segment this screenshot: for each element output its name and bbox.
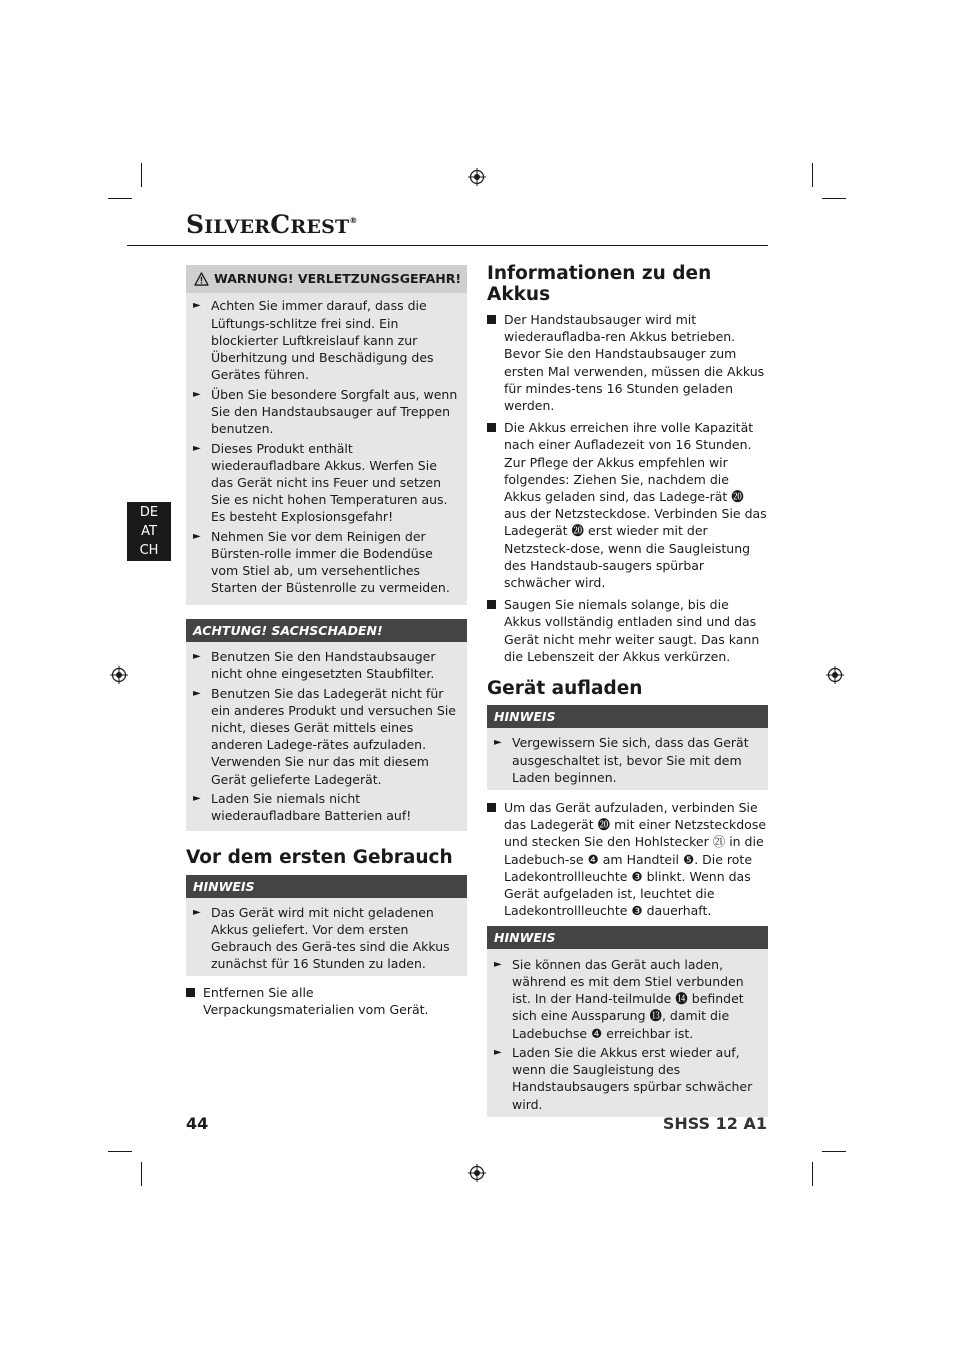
crop-mark (141, 1162, 142, 1186)
header-rule (127, 245, 768, 246)
arrow-bullet-icon: ► (494, 1047, 502, 1058)
arrow-bullet-icon: ► (193, 650, 201, 662)
page-number: 44 (186, 1114, 209, 1133)
model-number: SHSS 12 A1 (662, 1114, 767, 1133)
list-item: ► Nehmen Sie vor dem Reinigen der Bürsten-rolle immer die Bodendüse vom Stiel ab, um versehentliches Starten der Büstenrolle zu vermeiden. (193, 528, 450, 596)
crop-mark (822, 1151, 846, 1152)
section-title-charging: Gerät aufladen (487, 678, 643, 700)
note-box (487, 926, 768, 1116)
registration-mark-icon (468, 1164, 486, 1182)
list-item: ► Benutzen Sie den Handstaubsauger nicht ohne eingesetzten Staubfilter. (193, 648, 436, 682)
lang-de: DE (139, 505, 159, 520)
arrow-bullet-icon: ► (193, 687, 201, 699)
list-item: ► Laden Sie die Akkus erst wieder auf, wenn die Saugleistung des Handstaubsaugers spürbar schwächer wird. (494, 1045, 753, 1112)
note-header: HINWEIS (487, 705, 768, 728)
list-item: ► Benutzen Sie das Ladegerät nicht für ein anderes Produkt und versuchen Sie nicht, dieses Gerät mittels eines anderen Ladege-rätes aufzuladen. Verwenden Sie nur das mit diesem Gerät gelieferte Ladegerät. (193, 685, 457, 787)
list-item: ► Üben Sie besondere Sorgfalt aus, wenn Sie den Handstaubsauger auf Treppen benutzen. (193, 386, 458, 437)
registration-mark-icon (110, 666, 128, 684)
square-bullet-icon (186, 988, 195, 997)
arrow-bullet-icon: ► (494, 958, 502, 970)
note-header: HINWEIS (186, 875, 467, 898)
square-bullet-icon (487, 600, 496, 609)
crop-mark (108, 198, 132, 199)
list-item: Saugen Sie niemals solange, bis die Akkus vollständig entladen sind und das Gerät nicht mehr weiter saugt. Das kann die Lebenszeit der Akkus verkürzen. (487, 596, 768, 665)
list-item: Die Akkus erreichen ihre volle Kapazität nach einer Aufladezeit von 16 Stunden. Zur Pflege der Akkus empfehlen wir folgendes: Ziehen Sie, nachdem die Akkus geladen sind, das Ladege-rät ⓴ aus der Netzsteckdose. Verbinden Sie das Ladegerät ⓴ erst wieder mit der Netzsteck-dose, wenn die Saugleistung des Handstaub-saugers spürbar schwächer wird. (487, 419, 768, 591)
list-item: ► Sie können das Gerät auch laden, während es mit dem Stiel verbunden ist. In der Hand-teilmulde ⓮ befindet sich eine Aussparung ⓭, damit die Ladebuchse ❹ erreichbar ist. (494, 956, 744, 1041)
caution-header: ACHTUNG! SACHSCHADEN! (186, 619, 467, 642)
language-tab (127, 502, 171, 561)
arrow-bullet-icon: ► (193, 300, 201, 312)
caution-box (186, 619, 467, 831)
arrow-bullet-icon: ► (193, 388, 201, 400)
list-item: Um das Gerät aufzuladen, verbinden Sie das Ladegerät ⓴ mit einer Netzsteckdose und stecken Sie den Hohlstecker ㉑ in die Ladebuch-se ❹ am Handteil ❺. Die rote Ladekontrollleuchte ❸ blinkt. Wenn das Gerät aufgeladen ist, leuchtet die Ladekontrollleuchte ❸ dauerhaft. (487, 799, 768, 919)
arrow-bullet-icon: ► (193, 793, 201, 805)
arrow-bullet-icon: ► (193, 906, 201, 918)
note-box (487, 705, 768, 790)
square-bullet-icon (487, 803, 496, 812)
warning-box (186, 265, 467, 605)
list-item: ► Dieses Produkt enthält wiederaufladbare Akkus. Werfen Sie das Gerät nicht ins Feuer und setzen Sie es nicht hohen Temperaturen aus. Es besteht Explosionsgefahr! (193, 440, 448, 525)
list-item: Entfernen Sie alle Verpackungsmaterialien vom Gerät. (186, 984, 467, 1018)
registration-mark-icon (468, 168, 486, 186)
crop-mark (822, 198, 846, 199)
right-column (487, 263, 768, 1117)
brand-logo: SILVERCREST® (186, 210, 358, 239)
lang-at: AT (141, 524, 157, 539)
crop-mark (108, 1151, 132, 1152)
note-box (186, 875, 467, 976)
arrow-bullet-icon: ► (193, 442, 201, 454)
list-item: ► Laden Sie niemals nicht wiederaufladbare Batterien auf! (193, 791, 412, 824)
list-item: ► Achten Sie immer darauf, dass die Lüftungs-schlitze frei sind. Ein blockierter Luftkreislauf kann zur Überhitzung und Beschädigung des Gerätes führen. (193, 298, 434, 383)
list-item: Der Handstaubsauger wird mit wiederaufladba-ren Akkus betrieben. Bevor Sie den Handstaubsauger zum ersten Mal verwenden, müssen die Akkus für mindes-tens 16 Stunden geladen werden. (487, 311, 768, 414)
list-item: ► Das Gerät wird mit nicht geladenen Akkus geliefert. Vor dem ersten Gebrauch des Gerä-tes sind die Akkus zunächst für 16 Stunden zu laden. (193, 904, 450, 972)
crop-mark (812, 163, 813, 187)
lang-ch: CH (139, 543, 159, 558)
arrow-bullet-icon: ► (494, 737, 502, 749)
warning-header: WARNUNG! VERLETZUNGSGEFAHR! (186, 265, 467, 293)
note-header: HINWEIS (487, 926, 768, 949)
section-title-first-use: Vor dem ersten Gebrauch (186, 846, 453, 868)
left-column (186, 265, 467, 1018)
crop-mark (141, 163, 142, 187)
crop-mark (812, 1162, 813, 1186)
list-item: ► Vergewissern Sie sich, dass das Gerät ausgeschaltet ist, bevor Sie mit dem Laden beginnen. (494, 735, 749, 785)
arrow-bullet-icon: ► (193, 530, 201, 542)
square-bullet-icon (487, 315, 496, 324)
square-bullet-icon (487, 423, 496, 432)
section-title-batteries: Informationen zu den Akkus (487, 263, 712, 305)
registration-mark-icon (826, 666, 844, 684)
warning-triangle-icon (194, 272, 209, 286)
